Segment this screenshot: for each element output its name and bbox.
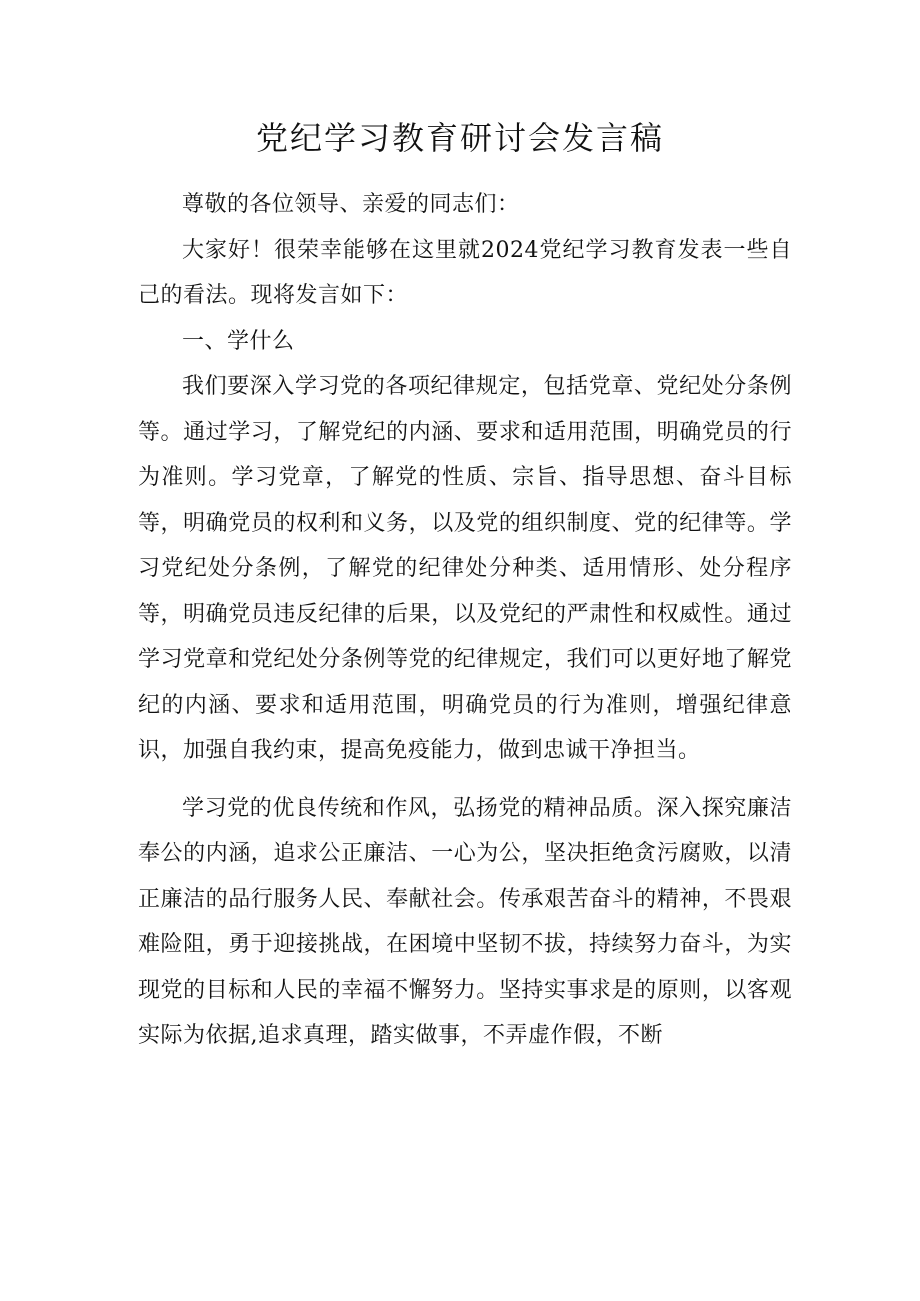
section-heading: 一、学什么: [182, 328, 295, 354]
document-title: 党纪学习教育研讨会发言稿: [255, 119, 664, 157]
document-body: [138, 182, 792, 1059]
opening-paragraph: 大家好！很荣幸能够在这里就2024党纪学习教育发表一些自己的看法。现将发言如下：: [138, 237, 792, 308]
body-paragraph: 我们要深入学习党的各项纪律规定，包括党章、党纪处分条例等。通过学习，了解党纪的内涵、要求和适用范围，明确党员的行为准则。学习党章，了解党的性质、宗旨、指导思想、奋斗目标等，明确党员的权利和义务，以及党的组织制度、党的纪律等。学习党纪处分条例，了解党的纪律处分种类、适用情形、处分程序等，明确党员违反纪律的后果，以及党纪的严肃性和权威性。通过学习党章和党纪处分条例等党的纪律规定，我们可以更好地了解党纪的内涵、要求和适用范围，明确党员的行为准则，增强纪律意识，加强自我约束，提高免疫能力，做到忠诚干净担当。: [138, 374, 792, 763]
body-paragraph: 学习党的优良传统和作风，弘扬党的精神品质。深入探究廉洁奉公的内涵，追求公正廉洁、一心为公，坚决拒绝贪污腐败，以清正廉洁的品行服务人民、奉献社会。传承艰苦奋斗的精神，不畏艰难险阻，勇于迎接挑战，在困境中坚韧不拔，持续努力奋斗，为实现党的目标和人民的幸福不懈努力。坚持实事求是的原则，以客观实际为依据,追求真理，踏实做事，不弄虚作假，不断: [138, 795, 792, 1048]
salutation-paragraph: 尊敬的各位领导、亲爱的同志们：: [182, 192, 520, 217]
